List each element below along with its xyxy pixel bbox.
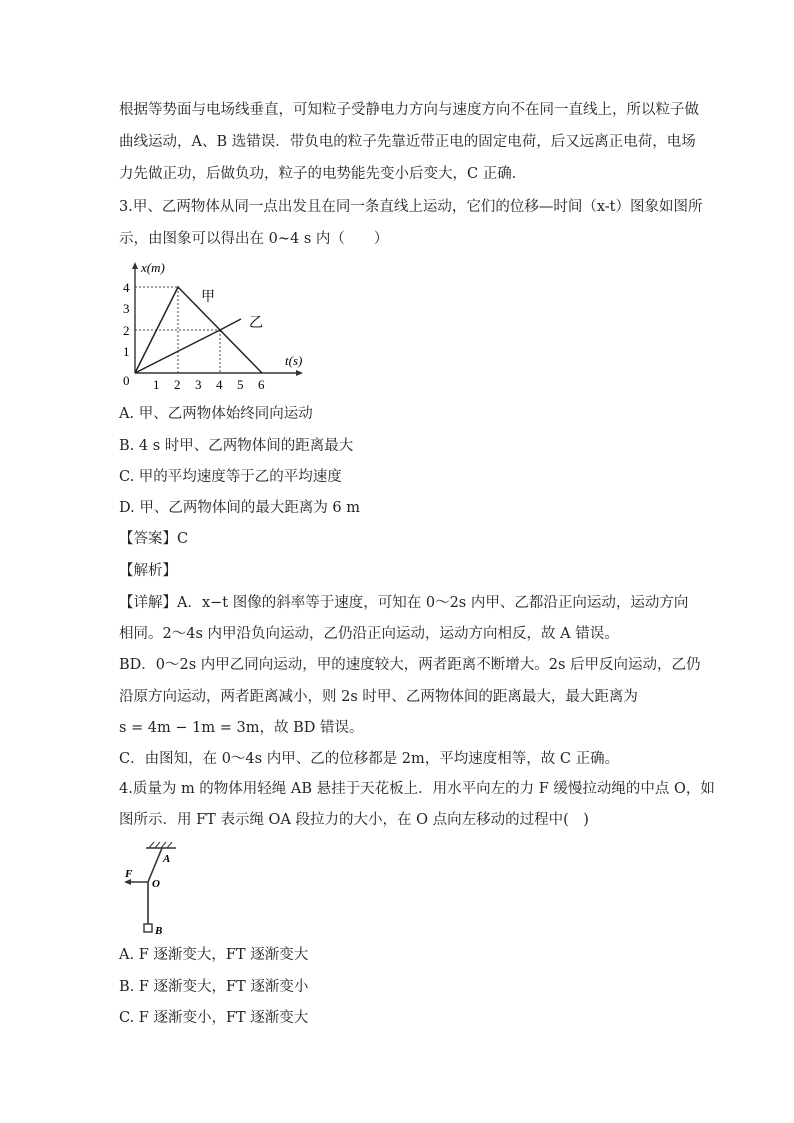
series-yi-label: 乙 (249, 316, 263, 331)
q3-detail-line-2: 相同。2～4s 内甲沿负向运动，乙仍沿正向运动，运动方向相反，故 A 错误。 (119, 626, 619, 642)
q3-analysis-title: 【解析】 (119, 563, 177, 579)
x-tick-6: 6 (258, 377, 265, 391)
analysis-line-1: 根据等势面与电场线垂直，可知粒子受静电力方向与速度方向不在同一直线上，所以粒子做 (119, 102, 699, 118)
origin-label: 0 (123, 373, 130, 388)
q3-detail-line-6: C．由图知，在 0～4s 内甲、乙的位移都是 2m，平均速度相等，故 C 正确。 (119, 751, 620, 767)
q3-detail-line-4: 沿原方向运动，两者距离减小，则 2s 时甲、乙两物体间的距离最大，最大距离为 (119, 689, 638, 705)
x-tick-1: 1 (153, 377, 160, 391)
q3-detail-line-3: BD．0～2s 内甲乙同向运动，甲的速度较大，两者距离不断增大。2s 后甲反向运动，乙仍 (119, 657, 701, 673)
label-b: B (155, 925, 163, 937)
q4-stem-line-2: 图所示．用 FT 表示绳 OA 段拉力的大小，在 O 点向左移动的过程中( ) (119, 812, 589, 828)
series-yi-line (135, 319, 241, 373)
x-axis-label: t(s) (285, 353, 303, 368)
q4-option-c: C. F 逐渐变小，FT 逐渐变大 (119, 1010, 309, 1026)
q3-detail-line-5: s = 4m − 1m = 3m，故 BD 错误。 (119, 720, 364, 736)
series-jia-label: 甲 (201, 290, 215, 305)
y-axis-label: x(m) (141, 260, 165, 275)
q4-option-b: B. F 逐渐变大，FT 逐渐变小 (119, 979, 309, 995)
x-tick-5: 5 (237, 377, 244, 391)
q3-stem-line-2: 示，由图象可以得出在 0~4 s 内（ ） (119, 231, 389, 247)
block-b (144, 924, 152, 932)
q3-option-c: C. 甲的平均速度等于乙的平均速度 (119, 469, 342, 485)
rope-figure (116, 838, 186, 938)
analysis-line-2: 曲线运动，A、B 选错误．带负电的粒子先靠近带正电的固定电荷，后又远离正电荷，电场 (119, 134, 696, 150)
y-tick-2: 2 (123, 323, 130, 338)
label-f: F (125, 868, 133, 880)
y-tick-1: 1 (123, 344, 130, 359)
q3-detail-line-1: 【详解】A．x−t 图像的斜率等于速度，可知在 0～2s 内甲、乙都沿正向运动，运动方向 (119, 595, 689, 611)
x-tick-3: 3 (195, 377, 202, 391)
q3-option-a: A. 甲、乙两物体始终同向运动 (119, 406, 313, 422)
label-a: A (163, 853, 171, 865)
q3-option-d: D. 甲、乙两物体间的最大距离为 6 m (119, 500, 361, 516)
analysis-line-3: 力先做正功，后做负功，粒子的电势能先变小后变大，C 正确． (119, 166, 527, 182)
x-tick-2: 2 (174, 377, 181, 391)
q3-option-b: B. 4 s 时甲、乙两物体间的距离最大 (119, 438, 354, 454)
rope-oa (148, 848, 162, 882)
q4-option-a: A. F 逐渐变大，FT 逐渐变大 (119, 947, 309, 963)
series-jia-line (135, 287, 262, 373)
label-o: O (152, 878, 160, 890)
q3-stem-line-1: 3.甲、乙两物体从同一点出发且在同一条直线上运动，它们的位移—时间（x-t）图象如图所 (119, 199, 703, 215)
y-tick-3: 3 (123, 301, 130, 316)
q3-answer: 【答案】C (119, 531, 189, 547)
q4-stem-line-1: 4.质量为 m 的物体用轻绳 AB 悬挂于天花板上．用水平向左的力 F 缓慢拉动绳的中点 O，如 (119, 781, 715, 797)
x-tick-4: 4 (216, 377, 223, 391)
y-tick-4: 4 (123, 280, 130, 295)
xt-graph (115, 255, 315, 391)
